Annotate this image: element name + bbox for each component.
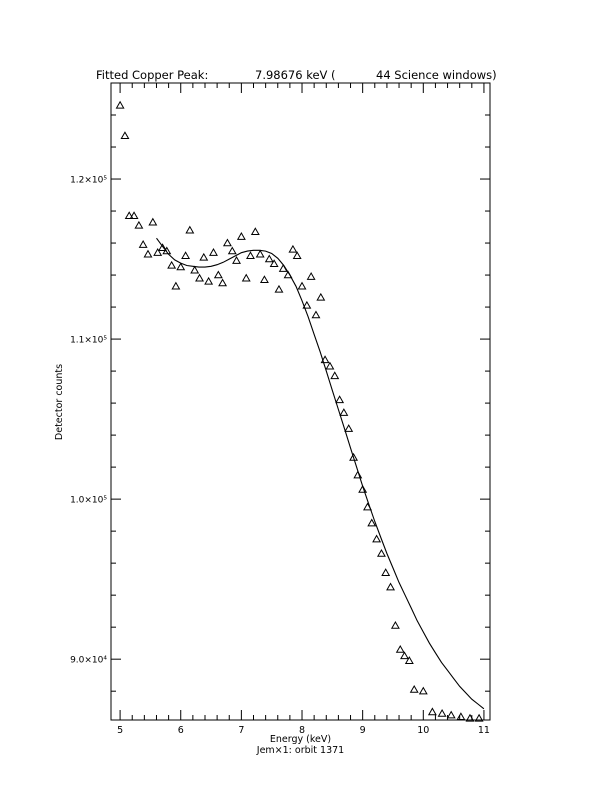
data-point-triangle	[382, 569, 389, 575]
data-point-triangle	[308, 273, 315, 279]
data-point-triangle	[257, 251, 264, 257]
data-points	[116, 102, 482, 721]
data-point-triangle	[243, 275, 250, 281]
data-point-triangle	[397, 646, 404, 652]
data-point-triangle	[140, 241, 147, 247]
data-point-triangle	[205, 278, 212, 284]
chart-subtitle: Jem×1: orbit 1371	[256, 745, 345, 756]
data-point-triangle	[172, 283, 179, 289]
data-point-triangle	[298, 283, 305, 289]
data-point-triangle	[144, 251, 151, 257]
data-point-triangle	[233, 257, 240, 263]
data-point-triangle	[182, 252, 189, 258]
tick-labels	[70, 176, 490, 736]
data-point-triangle	[345, 425, 352, 431]
data-point-triangle	[317, 294, 324, 300]
data-point-triangle	[186, 227, 193, 233]
data-point-triangle	[326, 363, 333, 369]
data-point-triangle	[331, 372, 338, 378]
data-point-triangle	[420, 688, 427, 694]
chart-title-energy: 7.98676 keV (	[255, 68, 336, 82]
data-point-triangle	[154, 249, 161, 255]
x-tick-label: 9	[359, 725, 366, 736]
fit-curve	[157, 238, 484, 709]
x-axis-label: Energy (keV)	[269, 734, 332, 745]
data-point-triangle	[289, 246, 296, 252]
axis-ticks	[111, 83, 490, 720]
data-point-triangle	[210, 249, 217, 255]
data-point-triangle	[448, 712, 455, 718]
data-point-triangle	[229, 247, 236, 253]
y-tick-label: 1.2×10⁵	[70, 175, 107, 186]
data-point-triangle	[121, 132, 128, 138]
data-point-triangle	[457, 713, 464, 719]
y-tick-label: 9.0×10⁴	[70, 655, 107, 666]
data-point-triangle	[116, 102, 123, 108]
data-point-triangle	[373, 536, 380, 542]
x-tick-label: 8	[298, 725, 306, 736]
data-point-triangle	[392, 622, 399, 628]
data-point-triangle	[429, 708, 436, 714]
data-point-triangle	[196, 275, 203, 281]
x-tick-label: 11	[477, 725, 490, 736]
data-point-triangle	[135, 222, 142, 228]
data-point-triangle	[406, 657, 413, 663]
data-point-triangle	[219, 279, 226, 285]
data-point-triangle	[224, 239, 231, 245]
plot-frame	[111, 83, 490, 720]
x-tick-label: 7	[238, 725, 245, 736]
x-tick-label: 10	[417, 725, 430, 736]
data-point-triangle	[266, 255, 273, 261]
data-point-triangle	[294, 252, 301, 258]
data-point-triangle	[252, 228, 259, 234]
data-point-triangle	[401, 652, 408, 658]
data-point-triangle	[312, 311, 319, 317]
y-tick-label: 1.0×10⁵	[70, 495, 107, 506]
data-point-triangle	[275, 286, 282, 292]
data-point-triangle	[200, 254, 207, 260]
x-tick-label: 5	[117, 725, 124, 736]
data-point-triangle	[438, 710, 445, 716]
data-point-triangle	[387, 584, 394, 590]
data-point-triangle	[411, 686, 418, 692]
data-point-triangle	[271, 260, 278, 266]
y-tick-label: 1.1×10⁵	[70, 335, 107, 346]
data-point-triangle	[340, 409, 347, 415]
data-point-triangle	[336, 396, 343, 402]
data-point-triangle	[247, 252, 254, 258]
x-tick-label: 6	[177, 725, 184, 736]
data-point-triangle	[215, 271, 222, 277]
data-point-triangle	[168, 262, 175, 268]
data-point-triangle	[261, 276, 268, 282]
chart-title-label: Fitted Copper Peak:	[96, 68, 209, 82]
y-axis-label: Detector counts	[54, 363, 65, 441]
data-point-triangle	[191, 267, 198, 273]
chart-title-windows: 44 Science windows)	[376, 68, 497, 82]
data-point-triangle	[238, 233, 245, 239]
data-point-triangle	[149, 219, 156, 225]
data-point-triangle	[378, 550, 385, 556]
